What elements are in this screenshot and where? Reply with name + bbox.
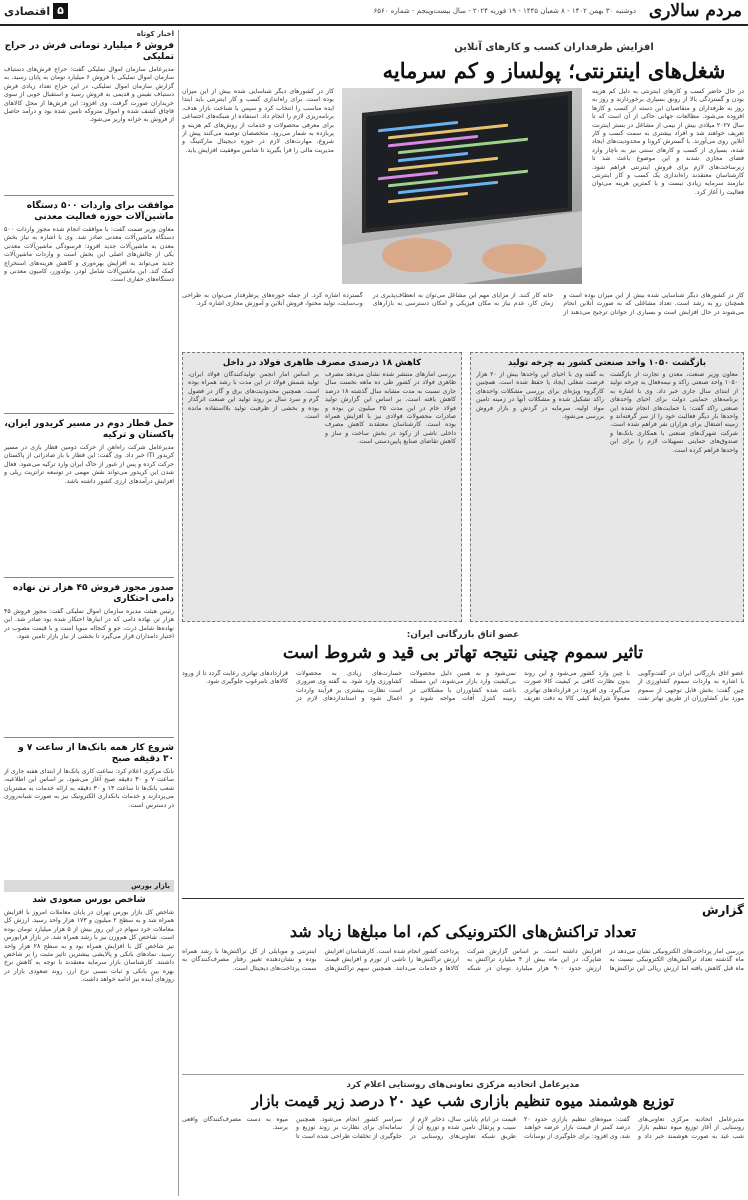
brief-title: فروش ۶ میلیارد تومانی فرش در حراج تملیکی [4,41,174,62]
steel-box [182,352,462,622]
brief-body: مدیرعامل سازمان اموال تملیکی گفت: حراج فرش‌های دستباف سازمان اموال تملیکی با فروش ۶ میلیارد تومان به پایان رسید. به گزارش سازمان اموال تملیکی، در این حراج تعداد زیادی فرش دستباف نفیس و قدیمی به فروش رسید و استقبال خوبی از سوی خریداران صورت گرفت. وی افزود: این فرش‌ها از محل کالاهای قاچاق کشف شده و اموال متروکه تامین شده بود و درآمد حاصل از فروش به خزانه واریز می‌شود. [4,66,174,124]
brief-body: مدیرعامل شرکت راه‌آهن از حرکت دومین قطار باری در مسیر کریدور ITI خبر داد. وی گفت: این قطار با بار صادراتی از پاکستان حرکت کرده و پس از عبور از خاک ایران وارد ترکیه می‌شود. فعال شدن این کریدور می‌تواند نقش مهمی در توسعه ترانزیت ریلی و افزایش درآمدهای ارزی کشور داشته باشد. [4,444,174,485]
divider [4,413,174,414]
laptop-screen [362,91,572,233]
brief-title: شروع کار همه بانک‌ها از ساعت ۷ و ۳۰ دقیقه صبح [18,743,174,764]
divider [4,195,174,196]
brief-body: معاون وزیر صمت گفت: با موافقت انجام شده مجوز واردات ۵۰۰ دستگاه ماشین‌آلات معدنی صادر شد. وی با اشاره به نیاز بخش معدن به ماشین‌آلات جدید افزود: فرسودگی ماشین‌آلات معدنی یکی از چالش‌های اصلی این بخش است و واردات ماشین‌آلات جدید می‌تواند به افزایش بهره‌وری و کاهش هزینه‌های استخراج کمک کند. این ماشین‌آلات شامل لودر، بولدوزر، کامیون معدنی و دستگاه‌های حفاری است. [4,226,174,284]
section-divider [182,1074,744,1075]
masthead [0,0,748,26]
news-briefs-column [4,30,174,1196]
lead-body-right: در حال حاضر کسب و کارهای اینترنتی به دلیل کم هزینه بودن و گستردگی بالا از رونق بسیاری برخوردارند و روز به روز به طرفداران و متقاضیان این دسته از کسب و کارها افزوده می‌شود. مطالعات جهانی حاکی از آن است که تا سال ۲۰۲۷ میلادی بیش از نیمی از مشاغل در بستر اینترنت تعریف خواهند شد و افراد بیشتری به سمت کسب و کار آنلاین روی می‌آورند. با گسترش کرونا و محدودیت‌های ایجاد شده، بسیاری از کسب و کارهای سنتی نیز به ناچار وارد فضای مجازی شدند و این موضوع باعث شد تا زیرساخت‌های لازم برای فروش اینترنتی فراهم شود. کارشناسان معتقدند راه‌اندازی یک کسب و کار اینترنتی نیازمند سرمایه زیادی نیست و با کمترین هزینه می‌توان فعالیت را آغاز کرد. [592,88,744,196]
lead-body-bottom: کار در کشورهای دیگر شناسایی شده بیش از این میزان بوده است و همچنان رو به رشد است. تعداد مشاغلی که به صورت آنلاین انجام می‌شوند در حال افزایش است و بسیاری از جوانان ترجیح می‌دهند از خانه کار کنند. از مزایای مهم این مشاغل می‌توان به انعطاف‌پذیری در زمان کار، عدم نیاز به مکان فیزیکی و امکان دسترسی به بازارهای گسترده اشاره کرد. از جمله حوزه‌های پرطرفدار می‌توان به طراحی وب‌سایت، تولید محتوا، فروش آنلاین و آموزش مجازی اشاره کرد. [182,292,744,316]
bourse-body: شاخص کل بازار بورس تهران در پایان معاملات امروز با افزایش همراه شد و به سطح ۲ میلیون و ۱۷۳ هزار واحد رسید. ارزش کل معاملات خرد سهام در این روز بیش از ۵ هزار میلیارد تومان بوده است. شاخص کل هم‌وزن نیز با رشد همراه شد. در بازار فرابورس نیز شاخص کل با افزایش همراه بود و به سطح ۲۸ هزار واحد رسید. نمادهای بانکی و پالایشی بیشترین تاثیر مثبت را بر شاخص داشتند. کارشناسان بازار سرمایه معتقدند با توجه به کاهش نرخ بهره بین بانکی و ثبات نسبی نرخ ارز، روند صعودی بازار در روزهای آینده نیز ادامه خواهد داشت. [4,909,174,984]
main-area [182,30,744,1196]
mid-title: تاثیر سموم چینی نتیجه تهاتر بی قید و شروط است [282,643,644,663]
lead-kicker: افزایش طرفداران کسب و کارهای آنلاین [454,42,654,53]
bottom-body: مدیرعامل اتحادیه مرکزی تعاونی‌های روستایی از آغاز توزیع میوه تنظیم بازار شب عید به صورت هوشمند خبر داد و گفت: میوه‌های تنظیم بازاری حدود ۲۰ درصد کمتر از قیمت بازار عرضه خواهند شد. وی افزود: برای جلوگیری از نوسانات قیمت در ایام پایانی سال، ذخایر لازم از سیب و پرتقال تامین شده و توزیع آن از طریق شبکه تعاونی‌های روستایی در سراسر کشور انجام می‌شود. همچنین سامانه‌ای برای نظارت بر روند توزیع و جلوگیری از تخلفات طراحی شده است تا میوه به دست مصرف‌کنندگان واقعی برسد. [182,1116,744,1140]
newspaper-logo: مردم سالاری [648,1,742,21]
industry-box [470,352,744,622]
hand [482,244,546,274]
report-label: گزارش [701,903,744,917]
column-rule [178,30,179,1196]
briefs-label: اخبار کوتاه [136,30,174,38]
box-title: بازگشت ۱۰۵۰ واحد صنعتی کشور به چرخه تولید [507,358,707,368]
mid-body: عضو اتاق بازرگانی ایران در گفت‌وگویی با اشاره به واردات سموم کشاورزی از چین گفت: بخش قابل توجهی از سموم مورد نیاز کشاورزان از طریق تهاتر نفت با چین وارد کشور می‌شود و این روند بدون نظارت کافی بر کیفیت کالا صورت می‌گیرد. وی افزود: در قراردادهای تهاتری معمولاً شرایط کیفی کالا به دقت تعریف نمی‌شود و به همین دلیل محصولات بی‌کیفیت وارد بازار می‌شوند. این مسئله باعث شده کشاورزان با مشکلاتی در زمینه کنترل آفات مواجه شوند و خسارت‌های زیادی به محصولات کشاورزی وارد شود. به گفته وی ضروری است نظارت بیشتری بر فرآیند واردات اعمال شود و استانداردهای لازم در قراردادهای تهاتری رعایت گردد تا از ورود کالاهای نامرغوب جلوگیری شود. [182,670,744,703]
box-title: کاهش ۱۸ درصدی مصرف ظاهری فولاد در داخل [222,358,422,368]
divider [4,577,174,578]
bottom-title: توزیع هوشمند میوه تنظیم بازاری شب عید ۲۰ درصد زیر قیمت بازار [251,1092,675,1110]
divider [4,737,174,738]
brief-body: بانک مرکزی اعلام کرد: ساعت کاری بانک‌ها از ابتدای هفته جاری از ساعت ۷ و ۳۰ دقیقه صبح آغاز می‌شود. بر اساس این اطلاعیه، شعب بانک‌ها تا ساعت ۱۳ و ۳۰ دقیقه به ارائه خدمات به مشتریان می‌پردازند و خدمات بانکداری الکترونیک نیز به صورت شبانه‌روزی در دسترس است. [4,768,174,809]
brief-title: صدور مجوز فروش ۴۵ هزار تن نهاده دامی احتکاری [12,583,174,604]
report-body: بررسی آمار پرداخت‌های الکترونیکی نشان می‌دهد در ماه گذشته تعداد تراکنش‌های الکترونیکی نسبت به ماه قبل کاهش یافته اما ارزش ریالی این تراکنش‌ها افزایش داشته است. بر اساس گزارش شرکت شاپرک، در این ماه بیش از ۴ میلیارد تراکنش به ارزش حدود ۹۰۰ هزار میلیارد تومان در شبکه پرداخت کشور انجام شده است. کارشناسان افزایش ارزش تراکنش‌ها را ناشی از تورم و افزایش قیمت کالاها و خدمات می‌دانند. همچنین سهم تراکنش‌های اینترنتی و موبایلی از کل تراکنش‌ها با رشد همراه بوده و نشان‌دهنده تغییر رفتار مصرف‌کنندگان به سمت پرداخت‌های دیجیتال است. [182,948,744,972]
brief-body: رئیس هیئت مدیره سازمان اموال تملیکی گفت: مجوز فروش ۴۵ هزار تن نهاده دامی که در انبارها احتکار شده بود صادر شد. این نهاده‌ها شامل ذرت، جو و کنجاله سویا است و با قیمت مصوب در اختیار دامداران قرار می‌گیرد تا بخشی از نیاز بازار تامین شود. [4,608,174,641]
bourse-title: شاخص بورس صعودی شد [32,895,146,905]
issue-info: دوشنبه ۳۰ بهمن ۱۴۰۲ - ۸ شعبان ۱۴۴۵ - ۱۹ فوریه ۲۰۲۴ - سال بیست‌وپنجم - شماره ۶۵۶۰ [373,7,636,15]
box-body: بررسی آمارهای منتشر شده نشان می‌دهد مصرف ظاهری فولاد در کشور طی ده ماهه نخست سال جاری نسبت به مدت مشابه سال گذشته ۱۸ درصد کاهش یافته است. بر اساس این گزارش تولید فولاد خام در این مدت ۲۵ میلیون تن بوده و صادرات محصولات فولادی نیز با افزایش همراه بوده است. کارشناسان معتقدند کاهش مصرف داخلی ناشی از رکود در بخش ساخت و ساز و کاهش تقاضای صنایع پایین‌دستی است. [325,371,456,446]
report-title: تعداد تراکنش‌های الکترونیکی کم، اما مبلغ‌ها زیاد شد [289,922,637,941]
section-tag [4,3,68,19]
box-body: به گفته وی با احیای این واحدها بیش از ۲۰ هزار فرصت شغلی ایجاد یا حفظ شده است. همچنین کارگروه ویژه‌ای برای بررسی مشکلات واحدهای راکد تشکیل شده و مشکلات آنها در زمینه تامین مواد اولیه، سرمایه در گردش و بازار فروش بررسی می‌شود. [476,371,604,421]
hand [382,238,452,272]
lead-body-left: کار در کشورهای دیگر شناسایی شده بیش از این میزان بوده است. برای راه‌اندازی کسب و کار اینترنتی باید ابتدا ایده مناسب را انتخاب کرد و سپس با شناخت بازار هدف، برنامه‌ریزی لازم را انجام داد. استفاده از شبکه‌های اجتماعی برای معرفی محصولات و خدمات از روش‌های کم هزینه و پربازده به شمار می‌رود. متخصصان توصیه می‌کنند پیش از شروع، مهارت‌های لازم در حوزه دیجیتال مارکتینگ و مدیریت مالی را فرا بگیرید تا شانس موفقیت افزایش یابد. [182,88,334,154]
section-divider [182,898,744,899]
brief-title: حمل قطار دوم در مسیر کریدور ایران، پاکستان و ترکیه [4,419,174,440]
box-body: معاون وزیر صنعت، معدن و تجارت از بازگشت ۱۰۵۰ واحد صنعتی راکد و نیمه‌فعال به چرخه تولید از ابتدای سال جاری خبر داد. وی با اشاره به برنامه‌های حمایتی دولت برای احیای واحدهای صنعتی راکد گفت: با حمایت‌های انجام شده این واحدها بار دیگر فعالیت خود را از سر گرفته‌اند و زمینه اشتغال برای هزاران نفر فراهم شده است. شرکت شهرک‌های صنعتی با همکاری بانک‌ها و صندوق‌های حمایتی تسهیلات لازم را برای این واحدها فراهم کرده است. [610,371,738,454]
box-body: بر اساس آمار انجمن تولیدکنندگان فولاد ایران، تولید شمش فولاد در این مدت با رشد همراه بوده است. همچنین محدودیت‌های برق و گاز در فصول گرم و سرد سال بر روند تولید این صنعت اثرگذار بوده و بخشی از ظرفیت تولید بلااستفاده مانده است. [188,371,319,421]
lead-photo-laptop-coding [342,88,582,284]
section-number: ۵ [53,3,68,19]
mid-kicker: عضو اتاق بازرگانی ایران: [406,630,520,640]
section-label: اقتصادی [4,4,51,18]
brief-title: موافقت برای واردات ۵۰۰ دستگاه ماشین‌آلات حوزه فعالیت معدنی [26,201,174,222]
lead-title: شغل‌های اینترنتی؛ پولساز و کم سرمایه [382,58,726,83]
bourse-band: بازار بورس [4,880,174,892]
bottom-kicker: مدیرعامل اتحادیه مرکزی تعاونی‌های روستایی اعلام کرد [346,1080,580,1090]
